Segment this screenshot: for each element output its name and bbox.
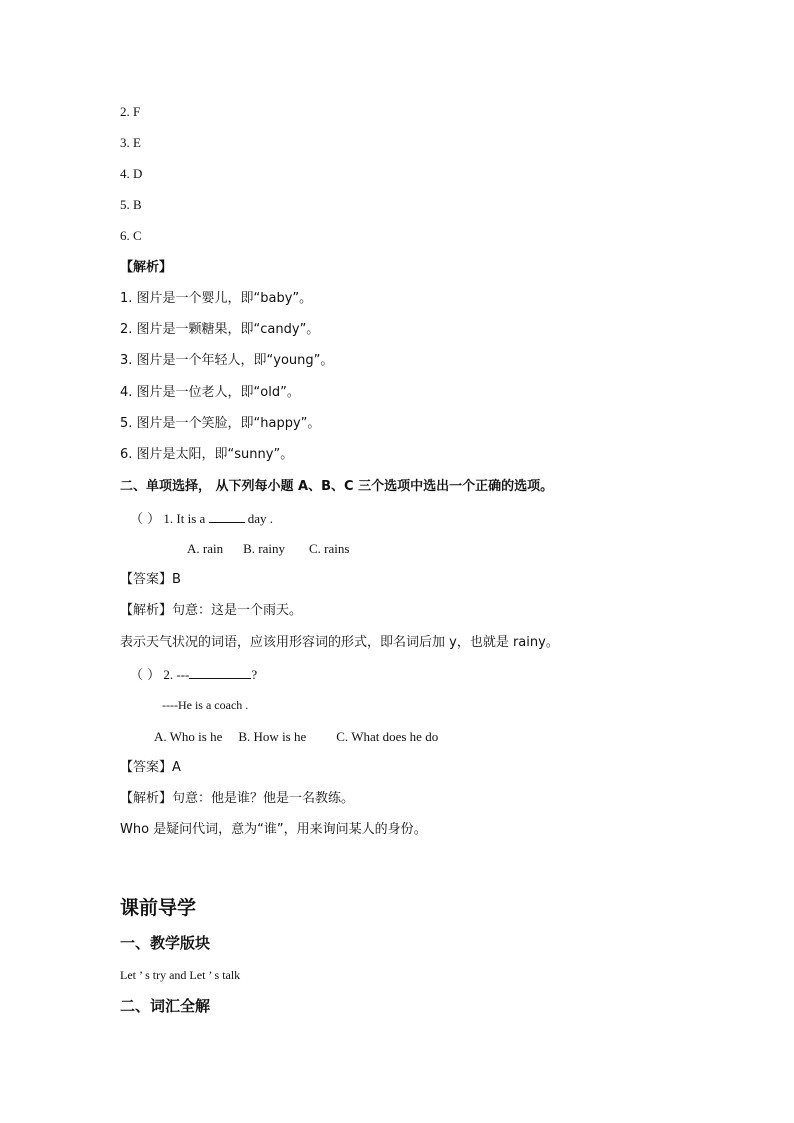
- option-c: C. What does he do: [336, 729, 439, 744]
- page-section-title: 课前导学: [120, 897, 197, 919]
- question-text: 2. ---: [163, 667, 190, 682]
- question-text: ?: [251, 667, 258, 682]
- answer-paren: （ ）: [130, 668, 161, 683]
- subsection-title: 一、教学版块: [120, 934, 211, 952]
- answer-item: 5. B: [120, 197, 142, 212]
- fill-blank: [209, 510, 245, 523]
- option-b: B. rainy: [243, 541, 285, 556]
- option-c: C. rains: [309, 541, 350, 556]
- option-b: B. How is he: [238, 729, 307, 744]
- subsection-title: 二、词汇全解: [120, 997, 211, 1015]
- answer-paren: （ ）: [130, 512, 161, 527]
- analysis-item: 2. 图片是一颗糖果，即“candy”。: [120, 322, 320, 337]
- analysis-item: 3. 图片是一个年轻人，即“young”。: [120, 353, 334, 368]
- question-1-options: [187, 541, 349, 557]
- teach-content: Let ’ s try and Let ’ s talk: [120, 968, 241, 982]
- fill-blank: [189, 666, 251, 679]
- analysis-item: 6. 图片是太阳，即“sunny”。: [120, 447, 294, 462]
- answer-label: 【答案】A: [120, 760, 181, 775]
- analysis-item: 4. 图片是一位老人，即“old”。: [120, 385, 300, 400]
- option-a: A. rain: [187, 541, 224, 556]
- answer-item: 3. E: [120, 135, 141, 150]
- analysis-text: 【解析】句意：他是谁？他是一名教练。: [120, 791, 355, 806]
- question-text: 1. It is a: [163, 511, 206, 526]
- answer-item: 2. F: [120, 104, 141, 119]
- question-2-stem: [130, 666, 257, 684]
- analysis-text: 【解析】句意：这是一个雨天。: [120, 603, 303, 618]
- question-text: day .: [247, 511, 274, 526]
- answer-label: 【答案】B: [120, 572, 181, 587]
- section-title: 二、单项选择， 从下列每小题 A、B、C 三个选项中选出一个正确的选项。: [120, 479, 554, 494]
- question-2-options: [154, 729, 438, 745]
- analysis-item: 5. 图片是一个笑脸，即“happy”。: [120, 416, 321, 431]
- option-a: A. Who is he: [154, 729, 223, 744]
- question-2-reply: ----He is a coach .: [162, 698, 249, 712]
- analysis-text: 表示天气状况的词语，应该用形容词的形式，即名词后加 y，也就是 rainy。: [120, 635, 559, 650]
- answer-item: 4. D: [120, 166, 143, 181]
- question-1-stem: [130, 510, 273, 528]
- answer-item: 6. C: [120, 228, 142, 243]
- analysis-heading: 【解析】: [120, 260, 173, 275]
- analysis-item: 1. 图片是一个婴儿，即“baby”。: [120, 291, 313, 306]
- analysis-text: Who 是疑问代词，意为“谁”，用来询问某人的身份。: [120, 822, 427, 837]
